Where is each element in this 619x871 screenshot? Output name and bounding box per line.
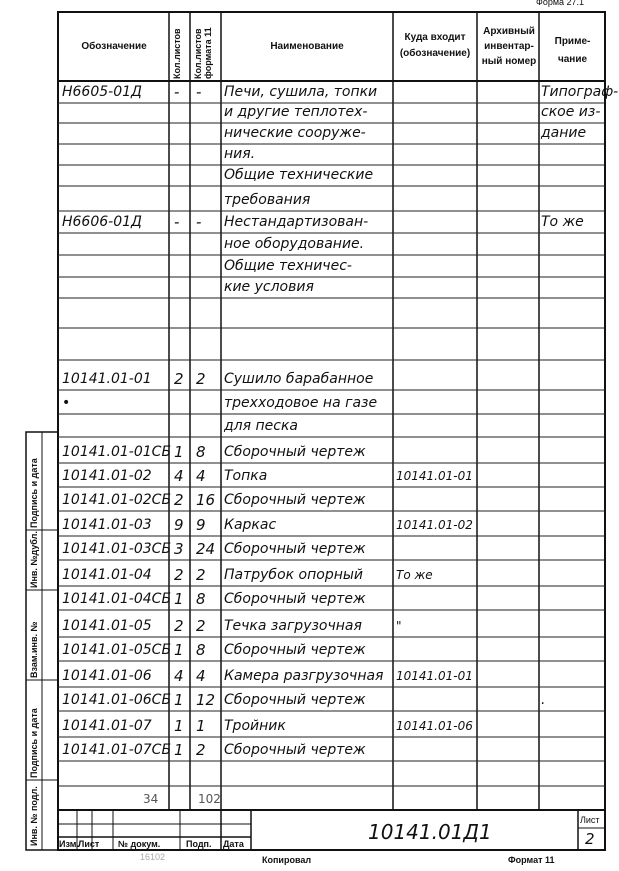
- cell-designation: 10141.01-06СБ: [62, 692, 172, 708]
- cell-sheets: 1: [174, 717, 184, 735]
- cell-designation: 10141.01-02: [62, 468, 152, 484]
- cell-name: Тройник: [224, 718, 286, 734]
- footer-copied: Копировал: [262, 855, 312, 865]
- cell-designation: 10141.01-07: [62, 718, 152, 734]
- cell-name: Сборочный чертеж: [224, 642, 366, 658]
- cell-name: кие условия: [224, 279, 314, 295]
- cell-name: Сборочный чертеж: [224, 541, 366, 557]
- header-note: Приме- чание: [554, 36, 591, 65]
- header-where-used: Куда входит (обозначение): [399, 32, 471, 59]
- tb-document-code: 10141.01Д1: [368, 820, 492, 844]
- side-replace-no: Взам.инв. №: [29, 621, 39, 678]
- cell-name: Сборочный чертеж: [224, 444, 366, 460]
- cell-name: Каркас: [224, 517, 277, 533]
- tb-sheet-label: Лист: [580, 815, 600, 825]
- tb-change: Изм.: [59, 839, 79, 849]
- cell-name: трехходовое на газе: [224, 395, 378, 411]
- header-designation: Обозначение: [81, 41, 147, 52]
- cell-designation: 10141.01-04СБ: [62, 591, 172, 607]
- cell-sheets-a11: -: [196, 213, 202, 231]
- cell-name: ния.: [224, 146, 256, 162]
- cell-sheets: 1: [174, 443, 184, 461]
- cell-name: и другие теплотех-: [224, 104, 368, 120]
- cell-sheets: 1: [174, 741, 184, 759]
- cell-name: требования: [224, 192, 311, 208]
- cell-sheets: 1: [174, 641, 184, 659]
- cell-designation: 10141.01-04: [62, 567, 152, 583]
- side-signature-date-top: Подпись и дата: [29, 458, 39, 528]
- cell-sheets: -: [174, 213, 180, 231]
- cell-name: нические сооруже-: [224, 125, 366, 141]
- header-sheets-a11: Кол.листов формата 11: [193, 27, 213, 79]
- cell-sheets: 1: [174, 590, 184, 608]
- cell-designation: 10141.01-01СБ: [62, 444, 172, 460]
- cell-note: Типограф-: [541, 84, 619, 100]
- cell-name: Течка загрузочная: [224, 618, 362, 634]
- cell-name: Нестандартизован-: [224, 214, 369, 230]
- cell-sheets: 4: [174, 667, 184, 685]
- cell-where-used: 10141.01-01: [396, 669, 473, 683]
- cell-sheets-a11: 2: [196, 370, 206, 388]
- cell-where-used: 10141.01-06: [396, 719, 473, 733]
- side-dup-no: Инв. №дубл.: [29, 531, 39, 588]
- tb-date: Дата: [223, 839, 244, 849]
- cell-sheets-a11: 24: [196, 540, 216, 558]
- cell-designation: 10141.01-01: [62, 371, 152, 387]
- cell-sheets-a11: 8: [196, 590, 206, 608]
- header-name: Наименование: [270, 41, 344, 52]
- cell-name: Сборочный чертеж: [224, 742, 366, 758]
- cell-designation: Н6606-01Д: [62, 214, 142, 230]
- tb-signature: Подп.: [186, 839, 212, 849]
- cell-sheets: 2: [174, 370, 184, 388]
- side-orig-no: Инв. № подл.: [29, 786, 39, 846]
- cell-name: Сборочный чертеж: [224, 492, 366, 508]
- cell-name: Топка: [224, 468, 268, 484]
- cell-sheets-a11: 2: [196, 741, 206, 759]
- cell-designation: •: [62, 395, 71, 411]
- cell-note: То же: [541, 214, 584, 230]
- cell-sheets: -: [174, 83, 180, 101]
- footer-stamp: 16102: [140, 852, 166, 862]
- cell-sheets-a11: 16: [196, 491, 216, 509]
- cell-name: Патрубок опорный: [224, 567, 364, 583]
- cell-sheets: 2: [174, 491, 184, 509]
- cell-name: Общие техничес-: [224, 258, 352, 274]
- cell-name: Общие технические: [224, 167, 374, 183]
- cell-name: Сборочный чертеж: [224, 591, 366, 607]
- cell-sheets: 1: [174, 691, 184, 709]
- cell-sheets-a11: 12: [196, 691, 216, 709]
- cell-where-used: 10141.01-02: [396, 518, 473, 532]
- footer-format: Формат 11: [508, 855, 555, 865]
- cell-designation: 10141.01-06: [62, 668, 152, 684]
- cell-sheets: 9: [174, 516, 184, 534]
- cell-sheets: 4: [174, 467, 184, 485]
- total-sheets-a11: 102: [198, 792, 221, 806]
- cell-where-used: ": [396, 619, 402, 633]
- cell-name: для песка: [224, 418, 298, 434]
- cell-designation: 10141.01-02СБ: [62, 492, 172, 508]
- cell-sheets-a11: 4: [196, 467, 206, 485]
- cell-sheets-a11: 8: [196, 443, 206, 461]
- tb-doc-no: № докум.: [118, 839, 161, 849]
- total-sheets: 34: [143, 792, 159, 806]
- cell-designation: 10141.01-07СБ: [62, 742, 172, 758]
- side-signature-date-bottom: Подпись и дата: [29, 708, 39, 778]
- form-label: Форма 27.1: [536, 0, 585, 7]
- cell-designation: Н6605-01Д: [62, 84, 142, 100]
- cell-sheets: 2: [174, 617, 184, 635]
- tb-sheet-value: 2: [585, 830, 595, 848]
- cell-designation: 10141.01-05: [62, 618, 152, 634]
- cell-name: Сборочный чертеж: [224, 692, 366, 708]
- cell-where-used: 10141.01-01: [396, 469, 473, 483]
- cell-sheets-a11: 1: [196, 717, 206, 735]
- cell-sheets: 3: [174, 540, 184, 558]
- cell-sheets-a11: 2: [196, 617, 206, 635]
- header-archive: Архивный инвентар- ный номер: [481, 26, 537, 67]
- header-sheets: Кол.листов: [172, 28, 182, 79]
- cell-note: ское из-: [541, 104, 601, 120]
- cell-designation: 10141.01-03: [62, 517, 152, 533]
- cell-name: ное оборудование.: [224, 236, 365, 252]
- cell-sheets: 2: [174, 566, 184, 584]
- cell-sheets-a11: 8: [196, 641, 206, 659]
- cell-designation: 10141.01-05СБ: [62, 642, 172, 658]
- cell-where-used: То же: [396, 568, 433, 582]
- cell-note: дание: [541, 125, 587, 141]
- cell-sheets-a11: -: [196, 83, 202, 101]
- cell-name: Сушило барабанное: [224, 371, 374, 387]
- cell-note: .: [541, 692, 546, 708]
- cell-sheets-a11: 2: [196, 566, 206, 584]
- cell-name: Камера разгрузочная: [224, 668, 384, 684]
- cell-designation: 10141.01-03СБ: [62, 541, 172, 557]
- cell-name: Печи, сушила, топки: [224, 84, 378, 100]
- cell-sheets-a11: 9: [196, 516, 206, 534]
- cell-sheets-a11: 4: [196, 667, 206, 685]
- tb-sheet: Лист: [78, 839, 100, 849]
